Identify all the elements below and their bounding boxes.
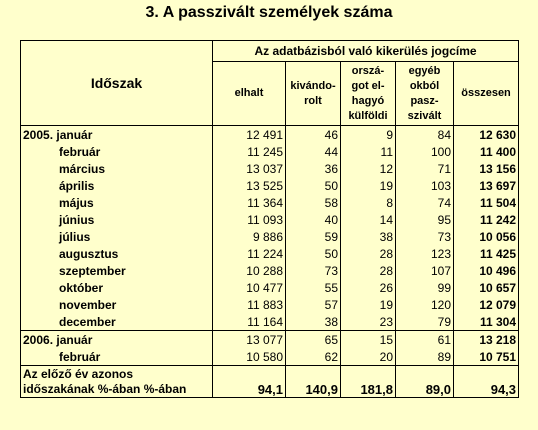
summary-cell-kivandorolt: 140,9 <box>286 366 341 398</box>
column-header-elhalt: elhalt <box>213 62 286 126</box>
cell-orszagot-elhagyo: 19 <box>341 177 396 194</box>
row-period-label: június <box>21 211 213 228</box>
table-row <box>21 348 519 366</box>
cell-orszagot-elhagyo: 12 <box>341 160 396 177</box>
row-period-label: december <box>21 313 213 331</box>
table-row <box>21 331 519 349</box>
table-row <box>21 296 519 313</box>
summary-label-line1: Az előző év azonos <box>23 367 134 381</box>
cell-elhalt: 11 164 <box>213 313 286 331</box>
cell-osszesen: 11 425 <box>454 245 519 262</box>
cell-orszagot-elhagyo: 8 <box>341 194 396 211</box>
cell-orszagot-elhagyo: 38 <box>341 228 396 245</box>
period-header: Időszak <box>21 41 213 126</box>
cell-osszesen: 11 504 <box>454 194 519 211</box>
cell-kivandorolt: 44 <box>286 143 341 160</box>
page-title: 3. A passzivált személyek száma <box>145 4 393 21</box>
row-period-label: május <box>21 194 213 211</box>
cell-osszesen: 11 400 <box>454 143 519 160</box>
cell-orszagot-elhagyo: 26 <box>341 279 396 296</box>
cell-egyeb: 79 <box>396 313 454 331</box>
cell-osszesen: 11 304 <box>454 313 519 331</box>
cell-elhalt: 10 477 <box>213 279 286 296</box>
cell-kivandorolt: 59 <box>286 228 341 245</box>
table-row <box>21 194 519 211</box>
cell-egyeb: 120 <box>396 296 454 313</box>
cell-kivandorolt: 50 <box>286 177 341 194</box>
table-row <box>21 160 519 177</box>
cell-egyeb: 100 <box>396 143 454 160</box>
cell-kivandorolt: 58 <box>286 194 341 211</box>
cell-egyeb: 84 <box>396 126 454 144</box>
cell-egyeb: 73 <box>396 228 454 245</box>
cell-elhalt: 13 525 <box>213 177 286 194</box>
cell-egyeb: 71 <box>396 160 454 177</box>
cell-kivandorolt: 50 <box>286 245 341 262</box>
table-row <box>21 228 519 245</box>
cell-kivandorolt: 38 <box>286 313 341 331</box>
cell-egyeb: 61 <box>396 331 454 349</box>
cell-elhalt: 11 245 <box>213 143 286 160</box>
row-period-label: november <box>21 296 213 313</box>
cell-elhalt: 12 491 <box>213 126 286 144</box>
table-row <box>21 262 519 279</box>
table-row <box>21 143 519 160</box>
summary-label <box>21 366 213 398</box>
cell-elhalt: 13 037 <box>213 160 286 177</box>
summary-cell-osszesen: 94,3 <box>454 366 519 398</box>
data-table <box>20 40 519 398</box>
cell-egyeb: 95 <box>396 211 454 228</box>
cell-osszesen: 11 242 <box>454 211 519 228</box>
column-header-egyeb: egyéb okból pasz- szivált <box>396 62 454 126</box>
cell-orszagot-elhagyo: 11 <box>341 143 396 160</box>
table-row <box>21 279 519 296</box>
cell-egyeb: 123 <box>396 245 454 262</box>
cell-elhalt: 11 224 <box>213 245 286 262</box>
column-group-header: Az adatbázisból való kikerülés jogcíme <box>213 41 519 62</box>
row-period-label: október <box>21 279 213 296</box>
table-row <box>21 126 519 144</box>
cell-elhalt: 9 886 <box>213 228 286 245</box>
cell-kivandorolt: 65 <box>286 331 341 349</box>
summary-cell-egyeb: 89,0 <box>396 366 454 398</box>
cell-orszagot-elhagyo: 28 <box>341 262 396 279</box>
cell-osszesen: 10 751 <box>454 348 519 366</box>
cell-egyeb: 107 <box>396 262 454 279</box>
row-period-label: 2005. január <box>21 126 213 144</box>
summary-label-line2: időszakának %-ában %-ában <box>23 382 187 396</box>
table-body <box>21 126 519 398</box>
row-period-label: szeptember <box>21 262 213 279</box>
cell-orszagot-elhagyo: 15 <box>341 331 396 349</box>
cell-elhalt: 11 883 <box>213 296 286 313</box>
cell-osszesen: 10 056 <box>454 228 519 245</box>
cell-kivandorolt: 46 <box>286 126 341 144</box>
cell-egyeb: 89 <box>396 348 454 366</box>
cell-orszagot-elhagyo: 9 <box>341 126 396 144</box>
cell-elhalt: 11 364 <box>213 194 286 211</box>
summary-cell-elhalt: 94,1 <box>213 366 286 398</box>
cell-elhalt: 10 288 <box>213 262 286 279</box>
cell-orszagot-elhagyo: 28 <box>341 245 396 262</box>
cell-elhalt: 10 580 <box>213 348 286 366</box>
table-row <box>21 211 519 228</box>
cell-osszesen: 10 496 <box>454 262 519 279</box>
row-period-label: március <box>21 160 213 177</box>
cell-orszagot-elhagyo: 14 <box>341 211 396 228</box>
cell-osszesen: 12 630 <box>454 126 519 144</box>
table-row <box>21 245 519 262</box>
column-header-osszesen: összesen <box>454 62 519 126</box>
cell-osszesen: 12 079 <box>454 296 519 313</box>
summary-cell-orszagot-elhagyo: 181,8 <box>341 366 396 398</box>
cell-kivandorolt: 40 <box>286 211 341 228</box>
cell-orszagot-elhagyo: 20 <box>341 348 396 366</box>
cell-egyeb: 74 <box>396 194 454 211</box>
cell-osszesen: 13 156 <box>454 160 519 177</box>
row-period-label: augusztus <box>21 245 213 262</box>
cell-kivandorolt: 55 <box>286 279 341 296</box>
cell-osszesen: 13 697 <box>454 177 519 194</box>
row-period-label: 2006. január <box>21 331 213 349</box>
cell-kivandorolt: 57 <box>286 296 341 313</box>
cell-osszesen: 10 657 <box>454 279 519 296</box>
cell-orszagot-elhagyo: 23 <box>341 313 396 331</box>
column-header-kivandorolt: kivándo- rolt <box>286 62 341 126</box>
cell-orszagot-elhagyo: 19 <box>341 296 396 313</box>
table-row <box>21 313 519 331</box>
table-row <box>21 177 519 194</box>
cell-egyeb: 99 <box>396 279 454 296</box>
row-period-label: július <box>21 228 213 245</box>
column-header-orszagot-elhagyo: orszá- got el- hagyó külföldi <box>341 62 396 126</box>
cell-osszesen: 13 218 <box>454 331 519 349</box>
cell-kivandorolt: 62 <box>286 348 341 366</box>
cell-elhalt: 11 093 <box>213 211 286 228</box>
cell-kivandorolt: 73 <box>286 262 341 279</box>
row-period-label: február <box>21 348 213 366</box>
cell-elhalt: 13 077 <box>213 331 286 349</box>
summary-row <box>21 366 519 398</box>
cell-kivandorolt: 36 <box>286 160 341 177</box>
row-period-label: február <box>21 143 213 160</box>
row-period-label: április <box>21 177 213 194</box>
cell-egyeb: 103 <box>396 177 454 194</box>
